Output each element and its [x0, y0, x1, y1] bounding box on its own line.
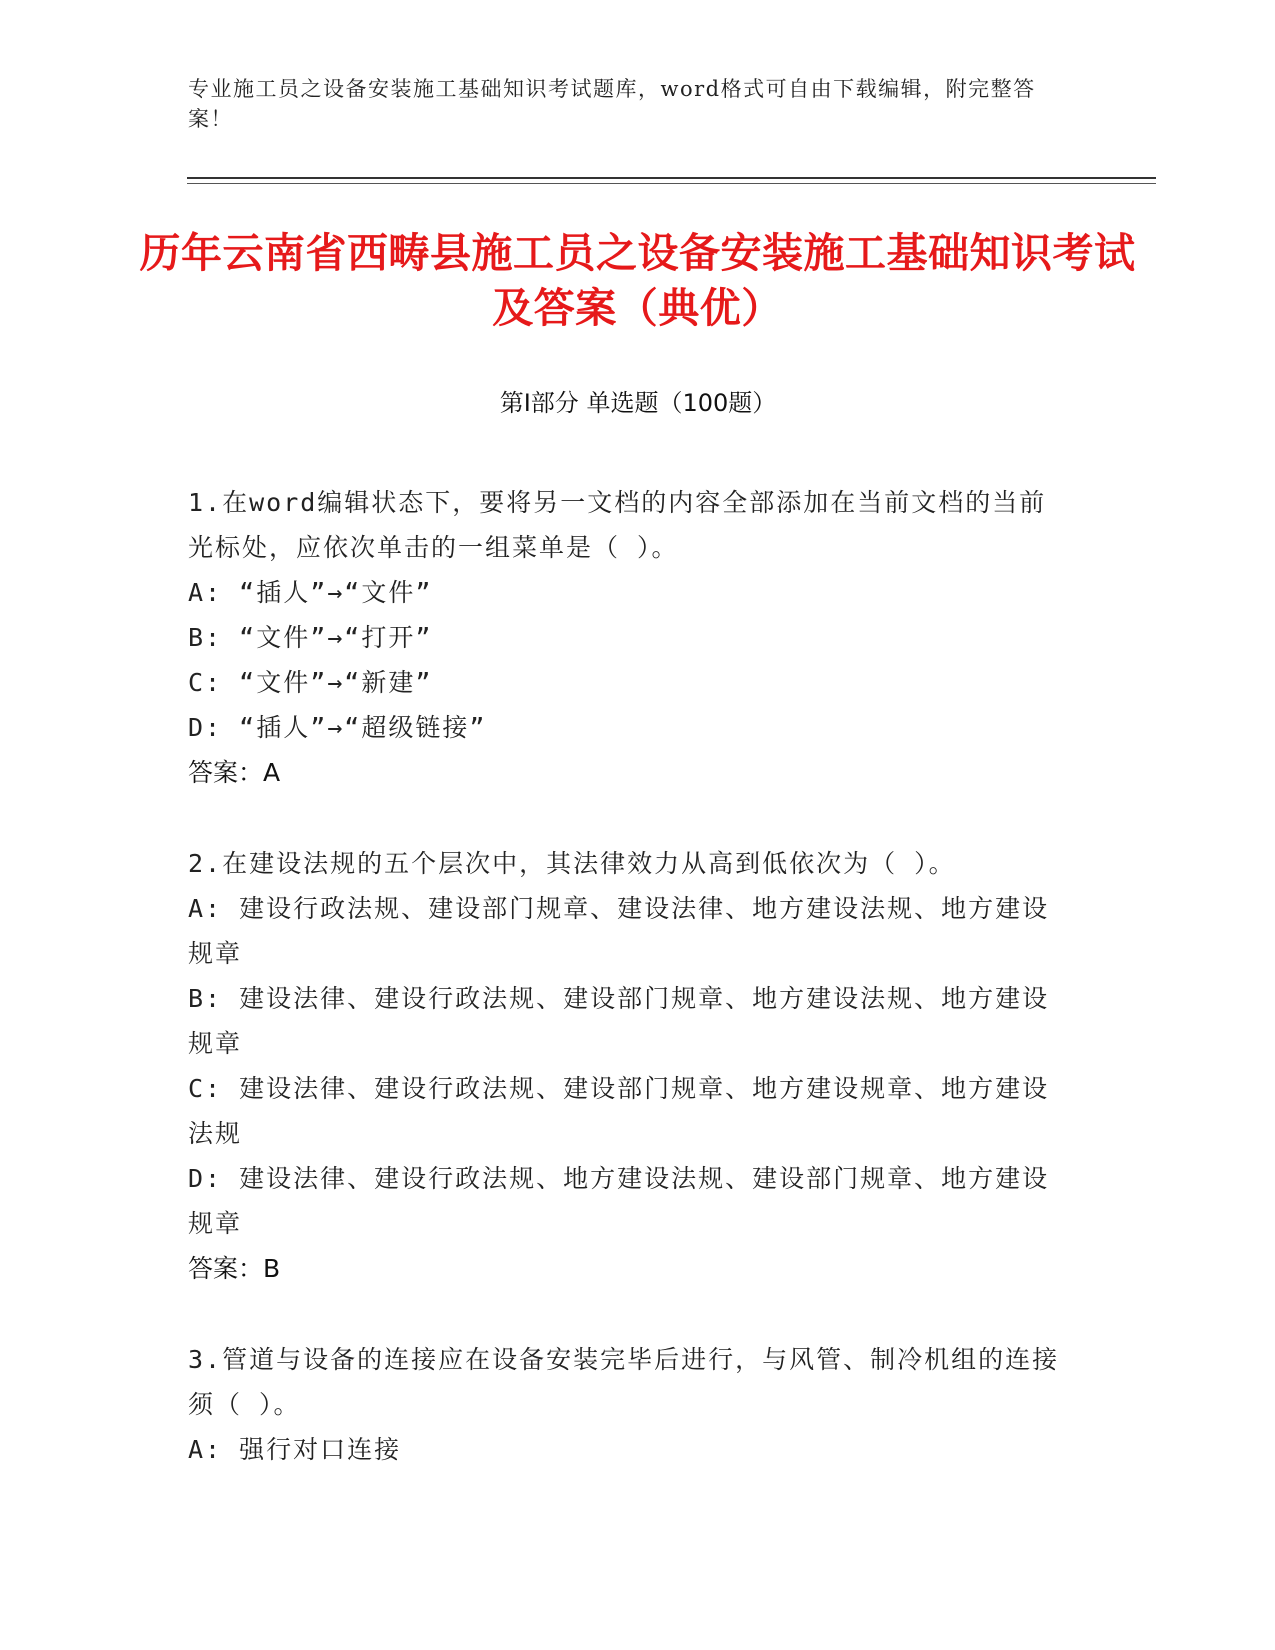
question-1 — [188, 480, 1068, 795]
header-note: 专业施工员之设备安装施工基础知识考试题库，word格式可自由下载编辑，附完整答案！ — [188, 77, 1036, 131]
option-c: C: “文件”→“新建” — [188, 668, 433, 697]
option-b: B: 建设法律、建设行政法规、建设部门规章、地方建设法规、地方建设规章 — [188, 984, 1050, 1058]
option-d: D: 建设法律、建设行政法规、地方建设法规、建设部门规章、地方建设规章 — [188, 1164, 1050, 1238]
option-a: A: 建设行政法规、建设部门规章、建设法律、地方建设法规、地方建设规章 — [188, 894, 1050, 968]
header-divider-thin — [187, 183, 1156, 184]
question-list — [188, 480, 1068, 1518]
document-title: 历年云南省西畴县施工员之设备安装施工基础知识考试及答案（典优） — [139, 229, 1136, 332]
answer: 答案：B — [188, 1254, 281, 1283]
question-text: 1.在word编辑状态下，要将另一文档的内容全部添加在当前文档的当前光标处，应依次单击的一组菜单是（ ）。 — [188, 488, 1047, 562]
option-b: B: “文件”→“打开” — [188, 623, 433, 652]
option-c: C: 建设法律、建设行政法规、建设部门规章、地方建设规章、地方建设法规 — [188, 1074, 1050, 1148]
question-3 — [188, 1337, 1068, 1472]
section-heading: 第Ⅰ部分 单选题（100题） — [499, 389, 777, 417]
option-d: D: “插人”→“超级链接” — [188, 713, 487, 742]
option-a: A: 强行对口连接 — [188, 1435, 402, 1464]
question-2 — [188, 841, 1068, 1291]
answer: 答案：A — [188, 758, 281, 787]
option-a: A: “插人”→“文件” — [188, 578, 433, 607]
header-divider-thick — [187, 177, 1156, 179]
question-text: 3.管道与设备的连接应在设备安装完毕后进行，与风管、制冷机组的连接须（ ）。 — [188, 1345, 1060, 1419]
question-text: 2.在建设法规的五个层次中，其法律效力从高到低依次为（ ）。 — [188, 849, 956, 878]
